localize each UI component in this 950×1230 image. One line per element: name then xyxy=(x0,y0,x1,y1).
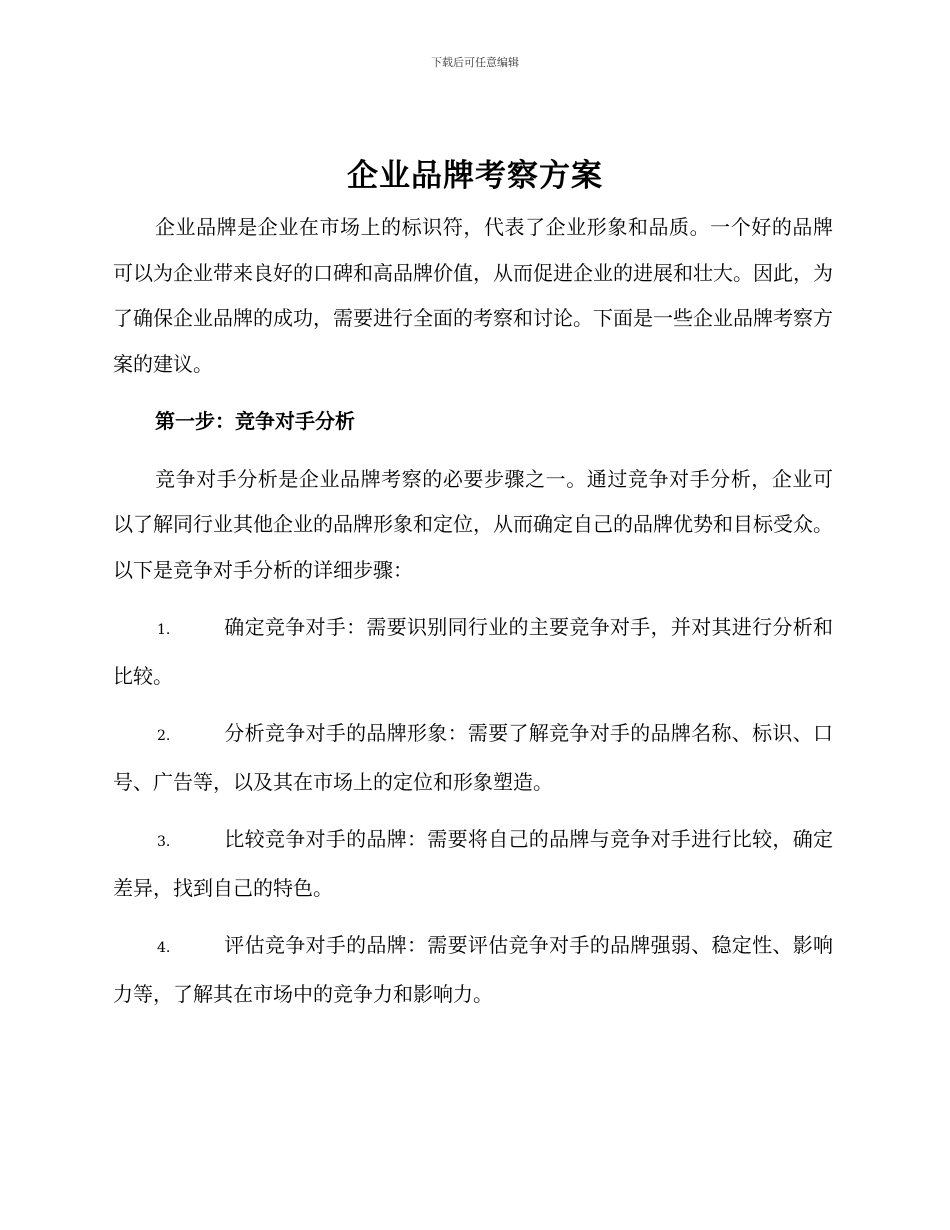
document-body xyxy=(113,205,833,1017)
header-note: 下载后可任意编辑 xyxy=(431,56,519,69)
list-number: 4. xyxy=(157,940,171,956)
list-item xyxy=(113,605,833,699)
list-text: 比较竞争对手的品牌：需要将自己的品牌与竞争对手进行比较，确定差异，找到自己的特色。 xyxy=(113,827,833,900)
list-number: 2. xyxy=(157,728,171,744)
step1-paragraph: 竞争对手分析是企业品牌考察的必要步骤之一。通过竞争对手分析，企业可以了解同行业其他企业的品牌形象和定位，从而确定自己的品牌优势和目标受众。以下是竞争对手分析的详细步骤： xyxy=(113,466,833,582)
list-item xyxy=(113,711,833,805)
document-title: 企业品牌考察方案 xyxy=(347,158,603,194)
list-text: 分析竞争对手的品牌形象：需要了解竞争对手的品牌名称、标识、口号、广告等，以及其在市场上的定位和形象塑造。 xyxy=(113,721,833,794)
list-text: 确定竞争对手：需要识别同行业的主要竞争对手，并对其进行分析和比较。 xyxy=(113,615,833,688)
list-item xyxy=(113,817,833,911)
step1-heading: 第一步：竞争对手分析 xyxy=(155,409,355,433)
intro-paragraph: 企业品牌是企业在市场上的标识符，代表了企业形象和品质。一个好的品牌可以为企业带来良好的口碑和高品牌价值，从而促进企业的进展和壮大。因此，为了确保企业品牌的成功，需要进行全面的考察和讨论。下面是一些企业品牌考察方案的建议。 xyxy=(113,215,833,376)
list-number: 1. xyxy=(157,622,171,638)
list-text: 评估竞争对手的品牌：需要评估竞争对手的品牌强弱、稳定性、影响力等，了解其在市场中的竞争力和影响力。 xyxy=(113,933,833,1006)
list-number: 3. xyxy=(157,834,171,850)
list-item xyxy=(113,923,833,1017)
